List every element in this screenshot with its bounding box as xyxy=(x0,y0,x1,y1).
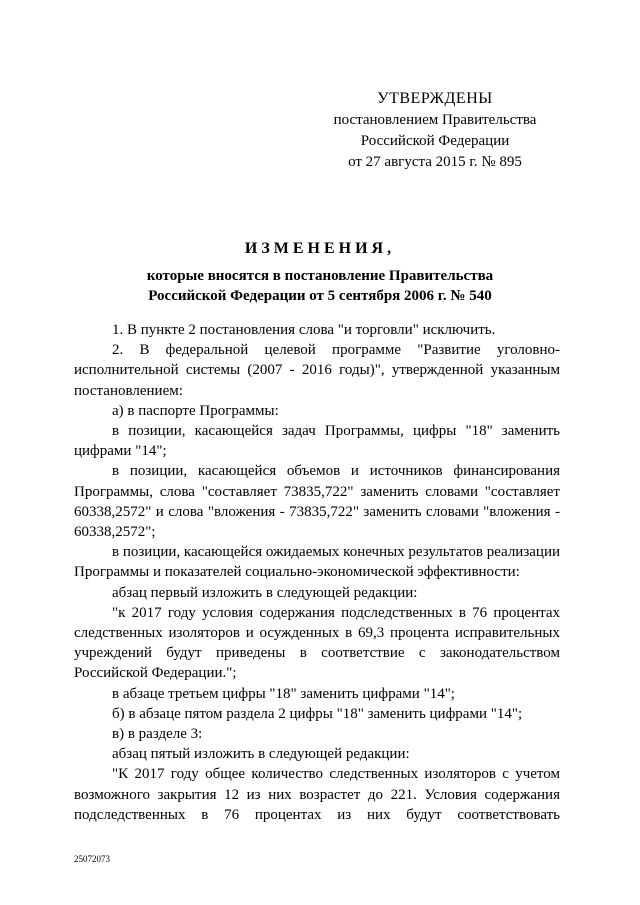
approval-line-1: постановлением Правительства xyxy=(333,112,537,128)
document-subtitle xyxy=(60,266,580,306)
paragraph: абзац первый изложить в следующей редакции: xyxy=(112,584,418,601)
paragraph: б) в абзаце пятом раздела 2 цифры "18" заменить цифрами "14"; xyxy=(112,705,523,722)
paragraph: в позиции, касающейся задач Программы, цифры "18" заменить цифрами "14"; xyxy=(74,423,560,460)
approval-title: УТВЕРЖДЕНЫ xyxy=(377,90,493,107)
paragraph: 1. В пункте 2 постановления слова "и торговли" исключить. xyxy=(112,322,496,338)
document-title: ИЗМЕНЕНИЯ, xyxy=(244,240,396,257)
approval-line-2: Российской Федерации xyxy=(360,133,510,149)
paragraph: в позиции, касающейся объемов и источников финансирования Программы, слова "составляет 73835,722" заменить словами "составляет 60338,2572" и слова "вложения - 73835,722" заменить словами "вложения - 60338,2572"; xyxy=(74,463,560,541)
paragraph: "К 2017 году общее количество следственных изоляторов с учетом возможного закрытия 12 из них возрастет до 221. Условия содержания подследственных в 76 процентах из них будут соответствовать xyxy=(74,766,560,823)
paragraph: абзац пятый изложить в следующей редакции: xyxy=(112,746,410,763)
approval-block xyxy=(330,88,540,173)
paragraph: 2. В федеральной целевой программе "Развитие уголовно-исполнительной системы (2007 - 2016 годы)", утвержденной указанным постановлением: xyxy=(74,342,560,399)
subtitle-line-2: Российской Федерации от 5 сентября 2006 г. № 540 xyxy=(148,288,492,304)
document-body xyxy=(74,320,560,825)
document-code: 25072073 xyxy=(74,854,110,864)
paragraph: в) в разделе 3: xyxy=(112,726,203,743)
paragraph: а) в паспорте Программы: xyxy=(112,402,279,419)
paragraph: в абзаце третьем цифры "18" заменить цифрами "14"; xyxy=(112,685,455,702)
subtitle-line-1: которые вносятся в постановление Правительства xyxy=(146,268,494,284)
paragraph: в позиции, касающейся ожидаемых конечных результатов реализации Программы и показателей социально-экономической эффективности: xyxy=(74,544,560,581)
approval-line-3: от 27 августа 2015 г. № 895 xyxy=(348,154,522,170)
paragraph: "к 2017 году условия содержания подследственных в 76 процентах следственных изоляторов и осужденных в 69,3 процента исправительных учреждений будут приведены в соответствие с законодательством Российской Федерации."; xyxy=(74,604,560,682)
